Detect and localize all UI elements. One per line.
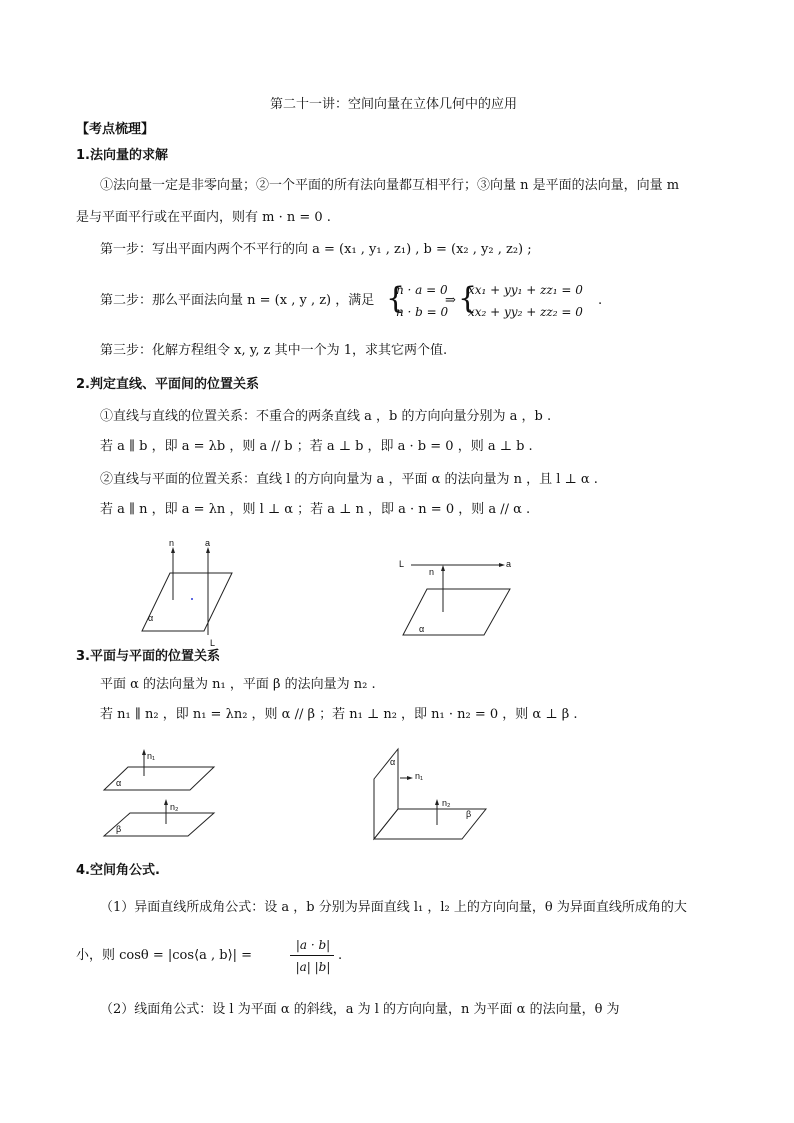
label-L: L xyxy=(399,559,405,569)
label-beta: β xyxy=(116,824,122,834)
label-n1: n₁ xyxy=(415,771,424,781)
s2-para-1: ①直线与直线的位置关系：不重合的两条直线 a ，b 的方向向量分别为 a ，b . xyxy=(100,409,552,424)
s4-heading: 4.空间角公式. xyxy=(76,863,160,878)
s1-para-1: ①法向量一定是非零向量；②一个平面的所有法向量都互相平行；③向量 n 是平面的法向量，向量 m xyxy=(100,178,680,193)
s3-para-1: 平面 α 的法向量为 n₁ ，平面 β 的法向量为 n₂ . xyxy=(100,677,376,692)
s3-para-2: 若 n₁ ∥ n₂ ，即 n₁ = λn₂ ，则 α // β ；若 n₁ ⊥ n₂ ，即 n₁ · n₂ = 0 ，则 α ⊥ β . xyxy=(100,707,578,722)
label-alpha: α xyxy=(419,624,425,634)
label-n2: n₂ xyxy=(442,798,451,808)
eq-period: . xyxy=(598,293,603,308)
arrow-n1-icon xyxy=(407,776,413,780)
figure-parallel-planes xyxy=(102,742,232,842)
s1-heading: 1.法向量的求解 xyxy=(76,148,168,163)
s2-para-2: 若 a ∥ b ，即 a = λb ，则 a // b ；若 a ⊥ b ，即 a · b = 0 ，则 a ⊥ b . xyxy=(100,439,533,454)
fraction-numerator: |a · b| xyxy=(295,938,331,952)
blue-dot xyxy=(191,598,193,600)
eq-system-2: xx₂ + yy₂ + zz₂ = 0 xyxy=(468,305,583,319)
label-n: n xyxy=(169,538,175,548)
arrow-n1-icon xyxy=(142,749,146,755)
eq-n-dot-a: n · a = 0 xyxy=(396,283,448,297)
label-n1: n₁ xyxy=(147,751,156,761)
s4-para-2-end: . xyxy=(338,948,343,963)
label-beta: β xyxy=(466,809,472,819)
s4-para-1: （1）异面直线所成角公式：设 a ，b 分别为异面直线 l₁ ，l₂ 上的方向向量，θ 为异面直线所成角的大 xyxy=(100,900,687,915)
section-header: 【考点梳理】 xyxy=(76,122,155,137)
s1-step-2: 第二步：那么平面法向量 n = (x , y , z) ，满足 xyxy=(100,293,375,308)
label-alpha: α xyxy=(390,757,396,767)
s1-step-1: 第一步：写出平面内两个不平行的向 a = (x₁ , y₁ , z₁) , b = (x₂ , y₂ , z₂) ; xyxy=(100,242,532,257)
arrow-n-icon xyxy=(441,565,445,571)
page-title: 第二十一讲：空间向量在立体几何中的应用 xyxy=(270,97,518,112)
figure-perpendicular-planes xyxy=(370,745,490,845)
s4-para-3: （2）线面角公式：设 l 为平面 α 的斜线，a 为 l 的方向向量，n 为平面 α 的法向量，θ 为 xyxy=(100,1002,620,1017)
s2-para-3: ②直线与平面的位置关系：直线 l 的方向向量为 a ，平面 α 的法向量为 n ，且 l ⊥ α . xyxy=(100,472,598,487)
implies-arrow: ⇒ xyxy=(445,293,456,308)
arrow-n2-icon xyxy=(164,799,168,805)
label-n: n xyxy=(429,567,435,577)
figure-line-parallel-plane xyxy=(395,555,525,645)
plane-alpha xyxy=(142,573,232,631)
label-alpha: α xyxy=(116,778,122,788)
left-brace-2: { xyxy=(458,281,478,316)
fraction-bar xyxy=(290,955,334,956)
label-a: a xyxy=(506,559,512,569)
arrow-n2-icon xyxy=(435,799,439,805)
s2-para-4: 若 a ∥ n ，即 a = λn ，则 l ⊥ α ；若 a ⊥ n ，即 a · n = 0 ，则 a // α . xyxy=(100,502,531,517)
eq-n-dot-b: n · b = 0 xyxy=(396,305,449,319)
s4-para-2: 小，则 cosθ = |cos⟨a , b⟩| = xyxy=(76,948,253,963)
label-L: L xyxy=(210,638,216,648)
arrow-a-icon xyxy=(499,563,505,567)
figure-line-perp-plane xyxy=(140,535,250,650)
label-alpha: α xyxy=(148,613,154,623)
label-a: a xyxy=(205,538,211,548)
s1-step-3: 第三步：化解方程组令 x, y, z 其中一个为 1，求其它两个值. xyxy=(100,343,448,358)
s3-heading: 3.平面与平面的位置关系 xyxy=(76,649,220,664)
fraction-denominator: |a| |b| xyxy=(295,960,331,974)
eq-system-1: xx₁ + yy₁ + zz₁ = 0 xyxy=(468,283,583,297)
s2-heading: 2.判定直线、平面间的位置关系 xyxy=(76,377,259,392)
label-n2: n₂ xyxy=(170,802,179,812)
left-brace: { xyxy=(386,281,406,316)
s1-para-1b: 是与平面平行或在平面内，则有 m · n = 0 . xyxy=(76,210,331,225)
